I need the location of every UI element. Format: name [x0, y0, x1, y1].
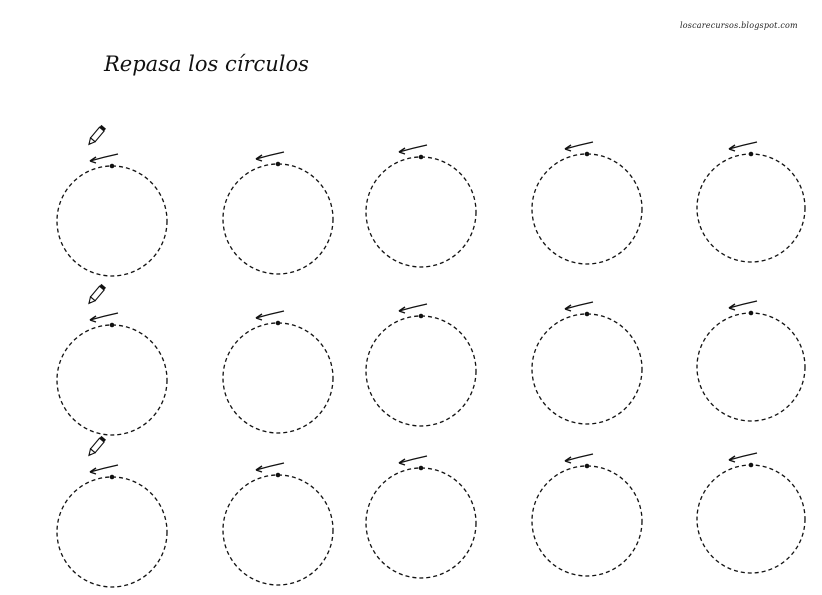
dashed-trace-circle — [697, 465, 805, 573]
trace-circle-group — [223, 463, 333, 585]
start-dot — [276, 321, 281, 326]
dashed-trace-circle — [697, 313, 805, 421]
start-dot — [585, 152, 590, 157]
start-dot — [585, 464, 590, 469]
trace-circle-group — [223, 152, 333, 274]
trace-circle-group — [57, 436, 167, 587]
start-dot — [585, 312, 590, 317]
dashed-trace-circle — [366, 468, 476, 578]
start-dot — [749, 311, 754, 316]
start-dot — [419, 466, 424, 471]
blog-credit: loscarecursos.blogspot.com — [680, 21, 798, 30]
trace-circle-group — [366, 456, 476, 578]
start-dot — [749, 463, 754, 468]
dashed-trace-circle — [366, 316, 476, 426]
trace-circle-group — [697, 301, 805, 421]
dashed-trace-circle — [223, 323, 333, 433]
dashed-trace-circle — [57, 325, 167, 435]
trace-circle-group — [366, 145, 476, 267]
trace-circle-group — [532, 142, 642, 264]
pencil-icon — [87, 436, 106, 457]
start-dot — [419, 155, 424, 160]
start-dot — [276, 473, 281, 478]
trace-circle-group — [697, 142, 805, 262]
start-dot — [110, 323, 115, 328]
pencil-icon — [87, 284, 106, 305]
dashed-trace-circle — [532, 314, 642, 424]
dashed-trace-circle — [532, 466, 642, 576]
start-dot — [110, 475, 115, 480]
dashed-trace-circle — [223, 475, 333, 585]
dashed-trace-circle — [697, 154, 805, 262]
start-dot — [419, 314, 424, 319]
trace-circle-group — [697, 453, 805, 573]
dashed-trace-circle — [223, 164, 333, 274]
start-dot — [749, 152, 754, 157]
trace-circle-group — [532, 302, 642, 424]
start-dot — [276, 162, 281, 167]
trace-circle-group — [223, 311, 333, 433]
trace-circle-group — [366, 304, 476, 426]
worksheet-title: Repasa los círculos — [104, 52, 309, 76]
trace-circle-group — [532, 454, 642, 576]
dashed-trace-circle — [532, 154, 642, 264]
start-dot — [110, 164, 115, 169]
trace-circle-group — [57, 284, 167, 435]
dashed-trace-circle — [366, 157, 476, 267]
dashed-trace-circle — [57, 166, 167, 276]
trace-circle-group — [57, 125, 167, 276]
dashed-trace-circle — [57, 477, 167, 587]
pencil-icon — [87, 125, 106, 146]
